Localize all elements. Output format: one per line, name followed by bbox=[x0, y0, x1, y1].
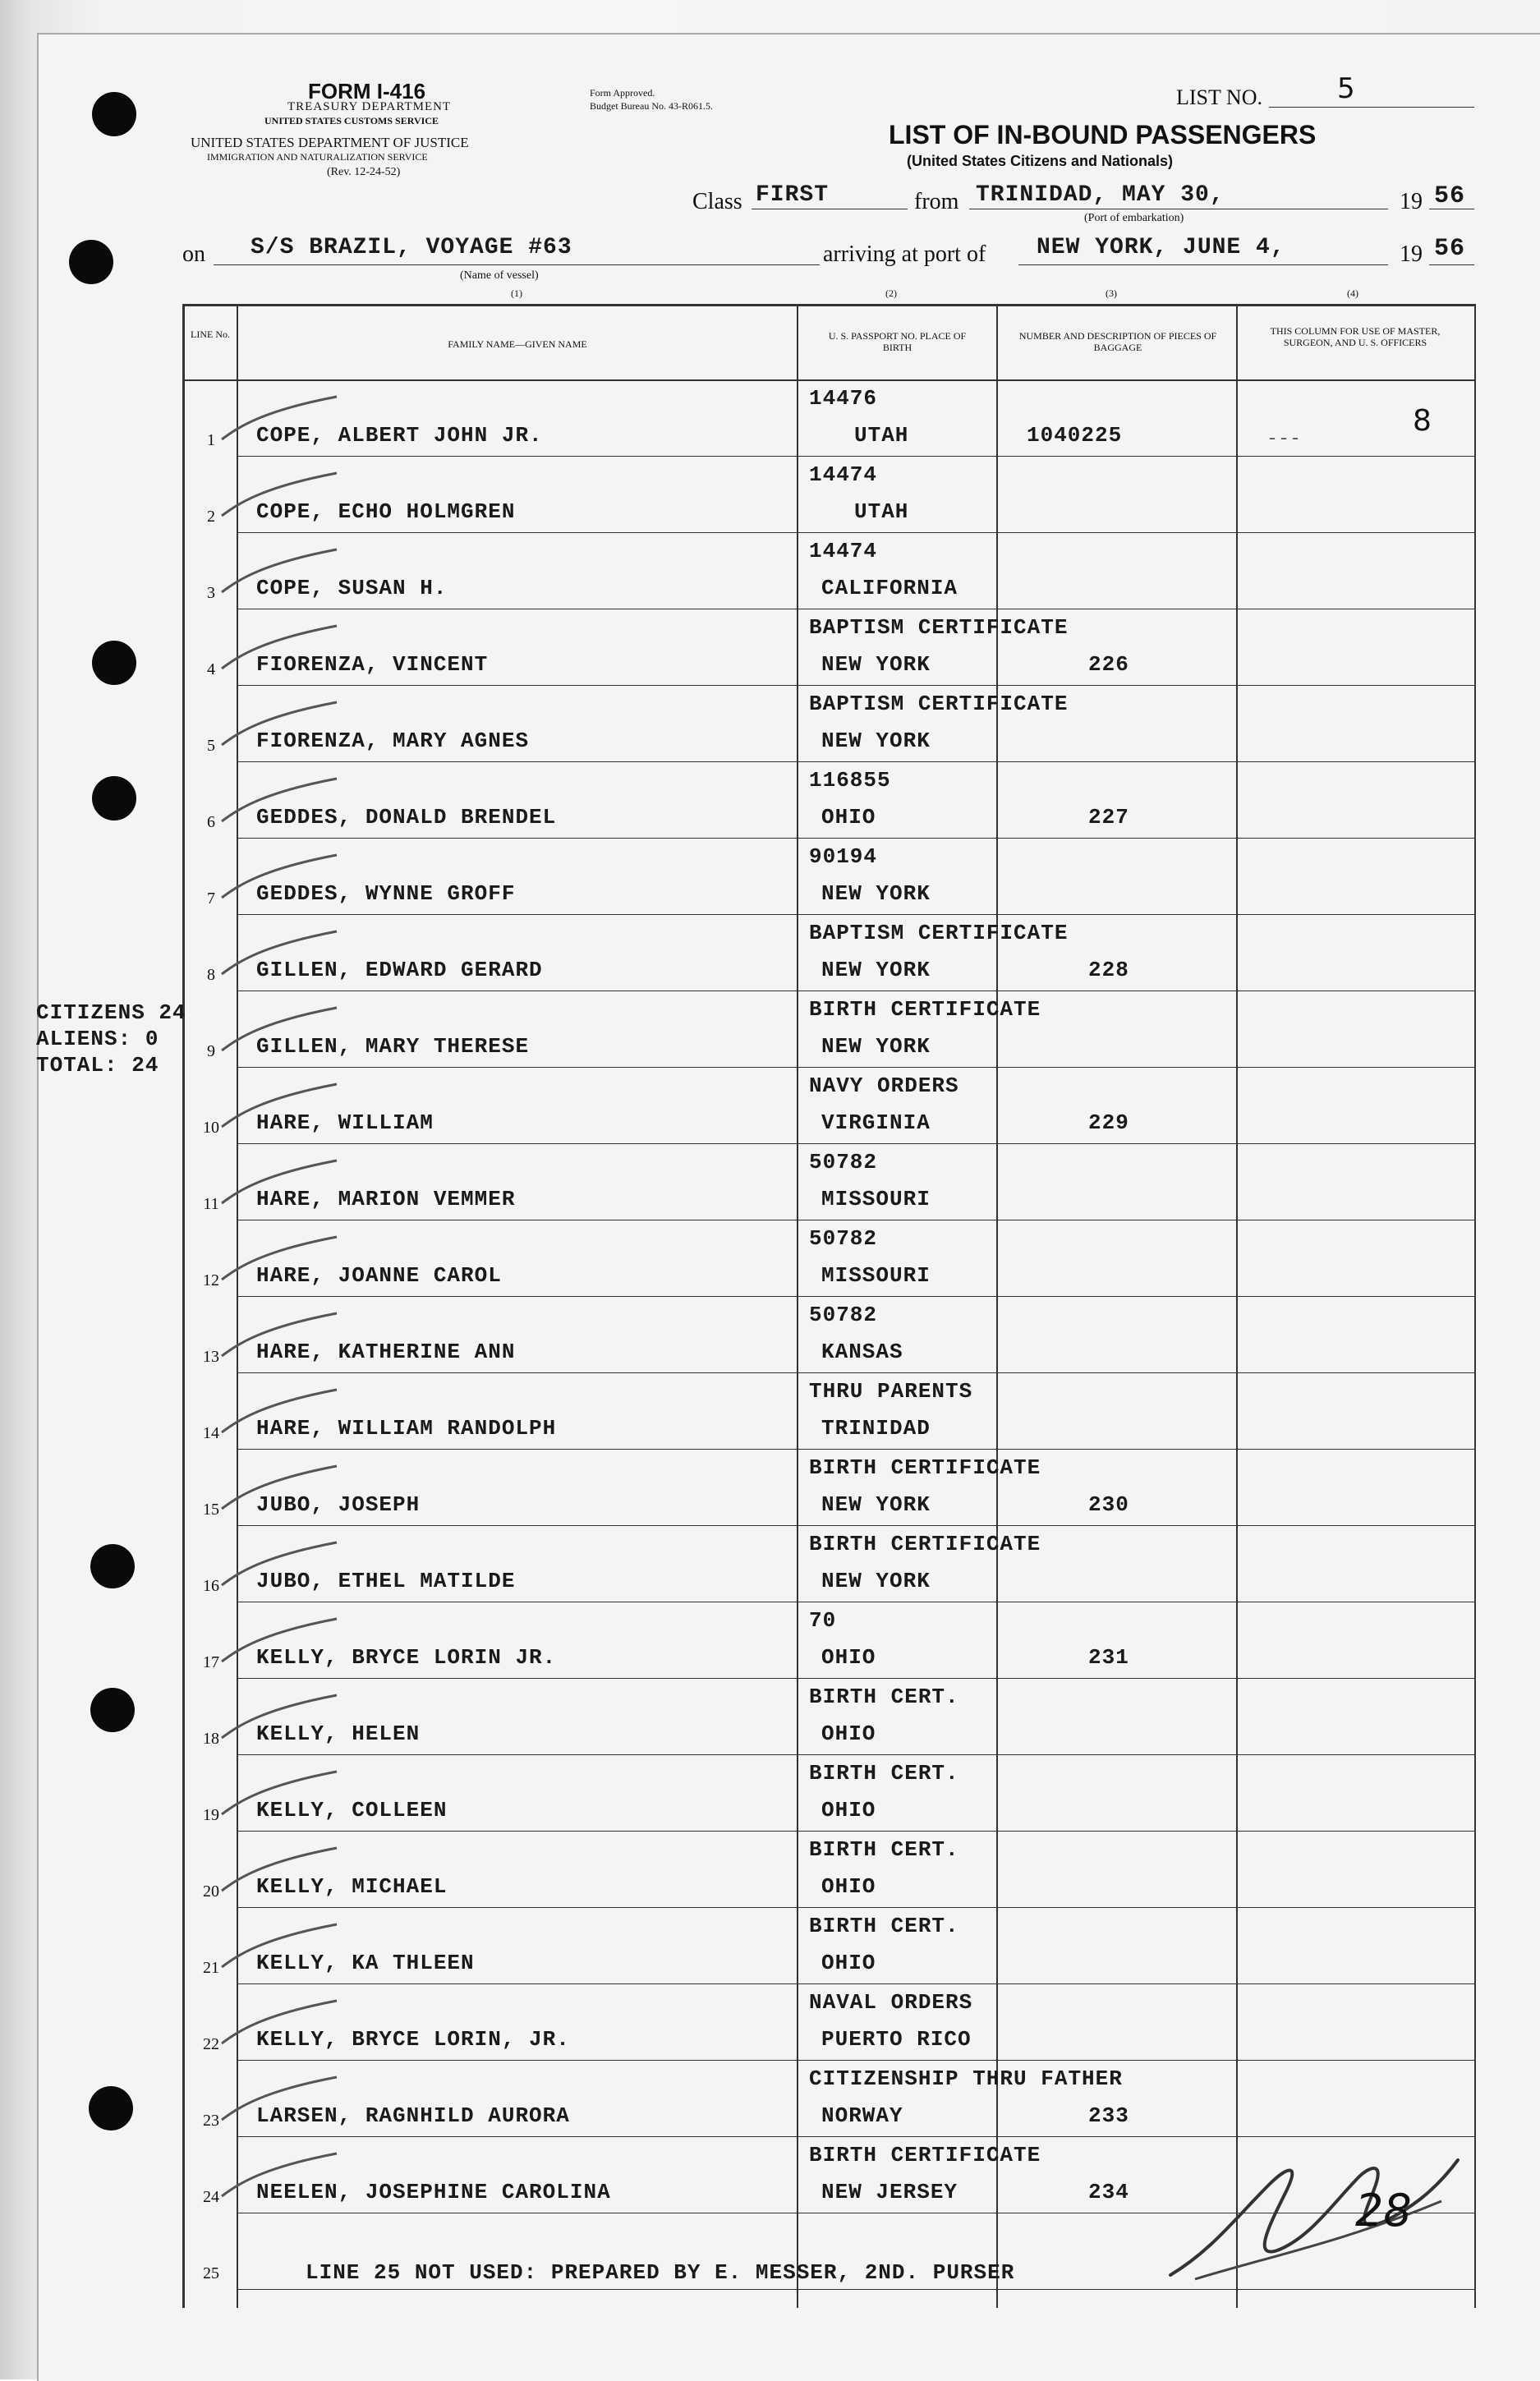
list-no-label: LIST NO. bbox=[1176, 85, 1262, 109]
column-number-3: (3) bbox=[1106, 287, 1117, 299]
line-number: 9 bbox=[207, 1042, 215, 1060]
place-of-birth: MISSOURI bbox=[821, 1187, 931, 1211]
baggage-count: 229 bbox=[1088, 1110, 1129, 1135]
arriving-label: arriving at port of bbox=[823, 241, 986, 267]
punch-hole bbox=[92, 776, 136, 820]
row-rule bbox=[237, 1831, 1474, 1832]
passport-number: CITIZENSHIP THRU FATHER bbox=[809, 2066, 1123, 2091]
place-of-birth: NEW YORK bbox=[821, 729, 931, 753]
class-value: FIRST bbox=[756, 182, 830, 208]
baggage-count: 226 bbox=[1088, 652, 1129, 677]
line-number: 4 bbox=[207, 660, 215, 678]
row-rule bbox=[237, 914, 1474, 915]
passenger-name: HARE, KATHERINE ANN bbox=[256, 1340, 516, 1364]
passenger-name: HARE, MARION VEMMER bbox=[256, 1187, 516, 1211]
header-passport: U. S. PASSPORT NO. PLACE OF BIRTH bbox=[828, 330, 967, 353]
place-of-birth: NORWAY bbox=[821, 2103, 903, 2128]
place-of-birth: OHIO bbox=[821, 1721, 876, 1746]
passport-number: BAPTISM CERTIFICATE bbox=[809, 692, 1069, 716]
place-of-birth: NEW JERSEY bbox=[821, 2180, 958, 2204]
passenger-name: LARSEN, RAGNHILD AURORA bbox=[256, 2103, 570, 2128]
check-mark-icon bbox=[189, 1689, 353, 1746]
place-of-birth: OHIO bbox=[821, 1798, 876, 1823]
officer-mark: 8 bbox=[1413, 404, 1432, 438]
year-value-1: 56 bbox=[1434, 182, 1466, 210]
column-number-2: (2) bbox=[885, 287, 897, 299]
line-number: 17 bbox=[203, 1653, 219, 1671]
passenger-name: KELLY, BRYCE LORIN JR. bbox=[256, 1645, 557, 1670]
check-mark-icon bbox=[189, 543, 353, 600]
officer-dashes: - - - bbox=[1269, 427, 1299, 448]
passport-number: BIRTH CERTIFICATE bbox=[809, 1532, 1041, 1556]
passport-number: 14476 bbox=[809, 386, 878, 411]
check-mark-icon bbox=[189, 1918, 353, 1975]
row-rule bbox=[237, 1143, 1474, 1144]
baggage-count: 230 bbox=[1088, 1492, 1129, 1517]
ins-service: IMMIGRATION AND NATURALIZATION SERVICE bbox=[207, 151, 428, 163]
row-rule bbox=[237, 1067, 1474, 1068]
passport-number: 116855 bbox=[809, 768, 891, 793]
row-rule bbox=[237, 1372, 1474, 1373]
port-embark-note: (Port of embarkation) bbox=[1084, 212, 1184, 224]
baggage-count: 227 bbox=[1088, 805, 1129, 830]
place-of-birth: NEW YORK bbox=[821, 881, 931, 906]
check-mark-icon bbox=[189, 1230, 353, 1288]
check-mark-icon bbox=[189, 1154, 353, 1211]
check-mark-icon bbox=[189, 925, 353, 982]
line-number: 8 bbox=[207, 966, 215, 984]
baggage-count: 233 bbox=[1088, 2103, 1129, 2128]
baggage-count: 228 bbox=[1088, 958, 1129, 982]
column-number-1: (1) bbox=[511, 287, 522, 299]
row-rule bbox=[237, 1983, 1474, 1984]
line-number: 20 bbox=[203, 1882, 219, 1901]
check-mark-icon bbox=[189, 1841, 353, 1899]
check-mark-icon bbox=[189, 390, 353, 448]
passenger-name: KELLY, KA THLEEN bbox=[256, 1951, 475, 1975]
passport-number: 50782 bbox=[809, 1226, 878, 1251]
inspector-signature bbox=[1146, 2127, 1474, 2291]
form-approved: Form Approved. bbox=[590, 87, 655, 99]
on-label: on bbox=[182, 241, 205, 267]
baggage-count: 231 bbox=[1088, 1645, 1129, 1670]
line-number: 15 bbox=[203, 1501, 219, 1519]
citizens-total: CITIZENS 24 bbox=[36, 1000, 186, 1025]
budget-bureau: Budget Bureau No. 43-R061.5. bbox=[590, 100, 713, 112]
line-number: 22 bbox=[203, 2035, 219, 2053]
vessel-name: S/S BRAZIL, VOYAGE #63 bbox=[251, 235, 572, 260]
form-number: FORM I-416 bbox=[308, 79, 426, 103]
customs-service: UNITED STATES CUSTOMS SERVICE bbox=[264, 115, 439, 126]
table-left-border bbox=[182, 304, 185, 2308]
check-mark-icon bbox=[189, 848, 353, 906]
line-number: 3 bbox=[207, 584, 215, 602]
justice-dept: UNITED STATES DEPARTMENT OF JUSTICE bbox=[191, 135, 469, 150]
header-name: FAMILY NAME—GIVEN NAME bbox=[448, 338, 587, 350]
check-mark-icon bbox=[189, 1994, 353, 2052]
line-number: 1 bbox=[207, 431, 215, 449]
line-number: 23 bbox=[203, 2112, 219, 2130]
line-number: 7 bbox=[207, 889, 215, 908]
list-no-value: 5 bbox=[1337, 72, 1355, 105]
line-number: 10 bbox=[203, 1119, 219, 1137]
place-of-birth: OHIO bbox=[821, 1645, 876, 1670]
year-prefix-1: 19 bbox=[1400, 189, 1423, 214]
passport-number: 14474 bbox=[809, 462, 878, 487]
punch-hole bbox=[92, 641, 136, 685]
check-mark-icon bbox=[189, 467, 353, 524]
passenger-name: COPE, ALBERT JOHN JR. bbox=[256, 423, 543, 448]
line-number: 16 bbox=[203, 1577, 219, 1595]
check-mark-icon bbox=[189, 2071, 353, 2128]
punch-hole bbox=[89, 2086, 133, 2130]
passport-number: 70 bbox=[809, 1608, 837, 1633]
punch-hole bbox=[92, 92, 136, 136]
passport-number: NAVY ORDERS bbox=[809, 1073, 959, 1098]
punch-hole bbox=[90, 1544, 135, 1588]
passport-number: BIRTH CERTIFICATE bbox=[809, 1455, 1041, 1480]
check-mark-icon bbox=[189, 2147, 353, 2204]
passenger-name: HARE, WILLIAM RANDOLPH bbox=[256, 1416, 557, 1441]
line-number: 18 bbox=[203, 1730, 219, 1748]
class-label: Class bbox=[692, 189, 742, 214]
baggage-count: 234 bbox=[1088, 2180, 1129, 2204]
passenger-name: NEELEN, JOSEPHINE CAROLINA bbox=[256, 2180, 611, 2204]
line-number: 24 bbox=[203, 2188, 219, 2206]
passport-number: BIRTH CERT. bbox=[809, 1761, 959, 1786]
column-number-4: (4) bbox=[1347, 287, 1358, 299]
line-number: 5 bbox=[207, 737, 215, 755]
passenger-name: FIORENZA, VINCENT bbox=[256, 652, 489, 677]
passport-number: 90194 bbox=[809, 844, 878, 869]
passport-number: BIRTH CERTIFICATE bbox=[809, 2143, 1041, 2167]
arrival-rule bbox=[1018, 264, 1388, 265]
line-number: 11 bbox=[203, 1195, 219, 1213]
header-line-no: LINE No. bbox=[191, 329, 230, 340]
passenger-name: GILLEN, EDWARD GERARD bbox=[256, 958, 543, 982]
passenger-name: GILLEN, MARY THERESE bbox=[256, 1034, 530, 1059]
passport-number: BIRTH CERT. bbox=[809, 1837, 959, 1862]
document-subtitle: (United States Citizens and Nationals) bbox=[907, 153, 1174, 169]
vessel-note: (Name of vessel) bbox=[460, 269, 539, 282]
line-number: 13 bbox=[203, 1348, 219, 1366]
passenger-name: HARE, JOANNE CAROL bbox=[256, 1263, 502, 1288]
year-prefix-2: 19 bbox=[1400, 241, 1423, 267]
from-label: from bbox=[914, 189, 959, 214]
baggage-divider bbox=[1236, 304, 1238, 2308]
check-mark-icon bbox=[189, 1001, 353, 1059]
passenger-name: COPE, SUSAN H. bbox=[256, 576, 448, 600]
place-of-birth: PUERTO RICO bbox=[821, 2027, 972, 2052]
year-value-2: 56 bbox=[1434, 235, 1466, 263]
treasury-dept: TREASURY DEPARTMENT bbox=[287, 100, 452, 113]
check-mark-icon bbox=[189, 1612, 353, 1670]
place-of-birth: NEW YORK bbox=[821, 1034, 931, 1059]
passenger-name: JUBO, ETHEL MATILDE bbox=[256, 1569, 516, 1593]
line-number: 25 bbox=[203, 2264, 219, 2282]
check-mark-icon bbox=[189, 1078, 353, 1135]
check-mark-icon bbox=[189, 1536, 353, 1593]
list-no-rule bbox=[1269, 107, 1474, 108]
passenger-name: JUBO, JOSEPH bbox=[256, 1492, 421, 1517]
table-right-border bbox=[1474, 304, 1476, 2308]
check-mark-icon bbox=[189, 1383, 353, 1441]
check-mark-icon bbox=[189, 619, 353, 677]
row-rule bbox=[237, 1525, 1474, 1526]
place-of-birth: OHIO bbox=[821, 1874, 876, 1899]
header-officers: THIS COLUMN FOR USE OF MASTER, SURGEON, AND U. S. OFFICERS bbox=[1270, 325, 1441, 348]
passport-number: BAPTISM CERTIFICATE bbox=[809, 615, 1069, 640]
handwritten-corner-number: 28 bbox=[1355, 2185, 1412, 2236]
punch-hole bbox=[90, 1688, 135, 1732]
row-rule bbox=[237, 532, 1474, 533]
revision-date: (Rev. 12-24-52) bbox=[327, 166, 401, 178]
passport-number: THRU PARENTS bbox=[809, 1379, 973, 1404]
check-mark-icon bbox=[189, 696, 353, 753]
baggage-count: 1040225 bbox=[1027, 423, 1123, 448]
passenger-name: FIORENZA, MARY AGNES bbox=[256, 729, 530, 753]
check-mark-icon bbox=[189, 772, 353, 830]
grand-total: TOTAL: 24 bbox=[36, 1053, 159, 1078]
place-of-birth: MISSOURI bbox=[821, 1263, 931, 1288]
passport-number: BIRTH CERT. bbox=[809, 1914, 959, 1938]
passenger-name: KELLY, BRYCE LORIN, JR. bbox=[256, 2027, 570, 2052]
table-top-border bbox=[182, 304, 1474, 306]
passport-divider bbox=[996, 304, 998, 2308]
passenger-name: COPE, ECHO HOLMGREN bbox=[256, 499, 516, 524]
row-rule bbox=[237, 838, 1474, 839]
passenger-name: HARE, WILLIAM bbox=[256, 1110, 434, 1135]
row-rule bbox=[237, 2060, 1474, 2061]
passport-number: BIRTH CERT. bbox=[809, 1685, 959, 1709]
place-of-birth: TRINIDAD bbox=[821, 1416, 931, 1441]
place-of-birth: VIRGINIA bbox=[821, 1110, 931, 1135]
check-mark-icon bbox=[189, 1459, 353, 1517]
line-number: 6 bbox=[207, 813, 215, 831]
row-rule bbox=[237, 761, 1474, 762]
row-rule bbox=[237, 1907, 1474, 1908]
vessel-rule bbox=[214, 264, 820, 265]
name-divider bbox=[797, 304, 798, 2308]
table-header-border bbox=[182, 379, 1474, 381]
check-mark-icon bbox=[189, 1307, 353, 1364]
place-of-birth: OHIO bbox=[821, 805, 876, 830]
row-rule bbox=[237, 1754, 1474, 1755]
place-of-birth: NEW YORK bbox=[821, 1492, 931, 1517]
row-rule bbox=[237, 1296, 1474, 1297]
place-of-birth: OHIO bbox=[821, 1951, 876, 1975]
passport-number: BIRTH CERTIFICATE bbox=[809, 997, 1041, 1022]
passenger-name: GEDDES, DONALD BRENDEL bbox=[256, 805, 557, 830]
line-number: 12 bbox=[203, 1271, 219, 1289]
row-rule bbox=[237, 685, 1474, 686]
line-number: 19 bbox=[203, 1806, 219, 1824]
passenger-name: KELLY, HELEN bbox=[256, 1721, 421, 1746]
passenger-name: KELLY, COLLEEN bbox=[256, 1798, 448, 1823]
punch-hole bbox=[69, 240, 113, 284]
aliens-total: ALIENS: 0 bbox=[36, 1027, 159, 1051]
passport-number: NAVAL ORDERS bbox=[809, 1990, 973, 2015]
place-of-birth: NEW YORK bbox=[821, 652, 931, 677]
footer-note: LINE 25 NOT USED: PREPARED BY E. MESSER, 2ND. PURSER bbox=[306, 2260, 1015, 2285]
place-of-birth: UTAH bbox=[854, 499, 909, 524]
passport-number: 14474 bbox=[809, 539, 878, 563]
row-rule bbox=[237, 1678, 1474, 1679]
line-number: 21 bbox=[203, 1959, 219, 1977]
passenger-name: GEDDES, WYNNE GROFF bbox=[256, 881, 516, 906]
place-of-birth: CALIFORNIA bbox=[821, 576, 958, 600]
line-number: 2 bbox=[207, 508, 215, 526]
place-of-birth: UTAH bbox=[854, 423, 909, 448]
line-number: 14 bbox=[203, 1424, 219, 1442]
place-of-birth: NEW YORK bbox=[821, 1569, 931, 1593]
row-rule bbox=[237, 1449, 1474, 1450]
from-value: TRINIDAD, MAY 30, bbox=[976, 182, 1225, 208]
place-of-birth: NEW YORK bbox=[821, 958, 931, 982]
passport-number: BAPTISM CERTIFICATE bbox=[809, 921, 1069, 945]
place-of-birth: KANSAS bbox=[821, 1340, 903, 1364]
year-rule-2 bbox=[1429, 264, 1474, 265]
passport-number: 50782 bbox=[809, 1303, 878, 1327]
document-title: LIST OF IN-BOUND PASSENGERS bbox=[889, 120, 1317, 149]
passport-number: 50782 bbox=[809, 1150, 878, 1174]
check-mark-icon bbox=[189, 1765, 353, 1823]
header-baggage: NUMBER AND DESCRIPTION OF PIECES OF BAGGAGE bbox=[1018, 330, 1217, 353]
row-rule bbox=[237, 456, 1474, 457]
arrival-value: NEW YORK, JUNE 4, bbox=[1037, 235, 1285, 260]
passenger-name: KELLY, MICHAEL bbox=[256, 1874, 448, 1899]
